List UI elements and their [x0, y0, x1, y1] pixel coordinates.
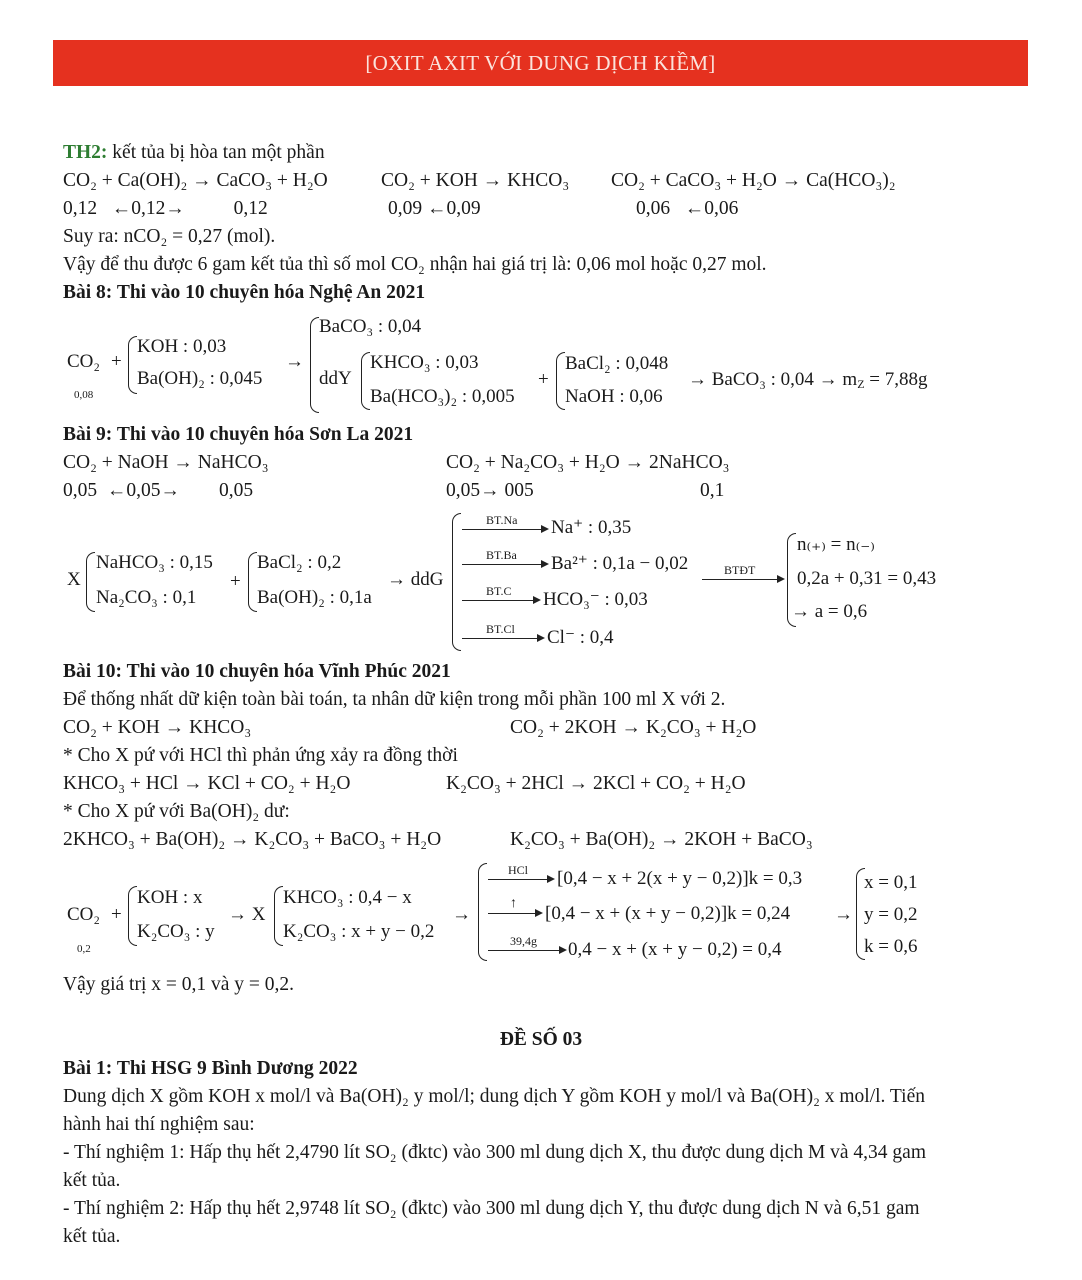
bai8-result-text: → BaCO₃ : 0,04 → m	[688, 369, 858, 390]
brace-bai10-1	[128, 886, 137, 946]
bai10-reaction-4: K₂CO₃ + 2HCl → 2KCl + CO₂ + H₂O	[446, 773, 746, 794]
arrow-line	[462, 638, 538, 639]
bai10-label-mass: 39,4g	[510, 934, 537, 948]
bai10-k2co3: K₂CO₃ : y	[137, 921, 215, 942]
bai10-reaction-2: CO₂ + 2KOH → K₂CO₃ + H₂O	[510, 717, 757, 738]
bai8-koh: KOH : 0,03	[137, 336, 227, 357]
bai9-moles-1: 0,05 ←0,05→ 0,05	[63, 480, 254, 501]
arrow-head	[547, 875, 555, 883]
bai9-plus: +	[230, 571, 241, 592]
arrow-head	[777, 575, 785, 583]
brace-bai10-3	[478, 863, 487, 961]
bai9-cl: Cl⁻ : 0,4	[547, 627, 614, 648]
page-header-banner	[53, 40, 1028, 86]
bai10-reaction-5: 2KHCO₃ + Ba(OH)₂ → K₂CO₃ + BaCO₃ + H₂O	[63, 829, 442, 850]
bai9-ba: Ba²⁺ : 0,1a − 0,02	[551, 553, 689, 574]
th2-moles-2: 0,09 ←0,09	[388, 198, 481, 219]
arrow-head	[541, 525, 549, 533]
bai9-label-btba: BT.Ba	[486, 548, 517, 562]
bai9-na: Na⁺ : 0,35	[551, 517, 632, 538]
bai8-baoh2: Ba(OH)₂ : 0,045	[137, 368, 263, 389]
header-title: [OXIT AXIT VỚI DUNG DỊCH KIỀM]	[365, 51, 716, 75]
bai10-label-up: ↑	[510, 896, 517, 911]
bai9-moles-2a: 0,05→ 005	[446, 480, 534, 501]
brace-bai8-1	[128, 336, 137, 394]
bai8-khco3: KHCO₃ : 0,03	[370, 352, 479, 373]
bai9-reaction-2: CO₂ + Na₂CO₃ + H₂O → 2NaHCO₃	[446, 452, 730, 473]
arrow-line	[462, 600, 534, 601]
arrow-line	[462, 529, 542, 530]
bai9-e2: 0,2a + 0,31 = 0,43	[797, 568, 937, 589]
arrow-head	[533, 596, 541, 604]
bai10-koh: KOH : x	[137, 887, 203, 908]
bai10-intro: Để thống nhất dữ kiện toàn bài toán, ta nhân dữ kiện trong mỗi phần 100 ml X với 2.	[63, 689, 726, 710]
th2-reaction-3: CO₂ + CaCO₃ + H₂O → Ca(HCO₃)₂	[611, 170, 896, 191]
bai8-plus-1: +	[111, 351, 122, 372]
bai8-bahco3: Ba(HCO₃)₂ : 0,005	[370, 386, 515, 407]
arrow-line	[488, 913, 536, 914]
bai8-plus-2: +	[538, 369, 549, 390]
bai10-khco3: KHCO₃ : 0,4 − x	[283, 887, 412, 908]
de03-p1b: hành hai thí nghiệm sau:	[63, 1114, 255, 1135]
bai9-na2co3: Na₂CO₃ : 0,1	[96, 587, 197, 608]
bai9-label-btc: BT.C	[486, 584, 512, 598]
bai9-label-btdt: BTĐT	[724, 563, 756, 577]
bai9-reaction-1: CO₂ + NaOH → NaHCO₃	[63, 452, 269, 473]
arrow-line	[488, 950, 560, 951]
arrow-line	[462, 564, 542, 565]
bai8-result	[688, 368, 928, 392]
bai8-co2: CO₂	[67, 351, 101, 372]
th2-conclusion: Vậy để thu được 6 gam kết tủa thì số mol CO₂ nhận hai giá trị là: 0,06 mol hoặc 0,27 mol.	[63, 254, 767, 275]
th2-heading	[63, 141, 325, 165]
de03-bai1-title: Bài 1: Thi HSG 9 Bình Dương 2022	[63, 1058, 358, 1079]
brace-bai8-2	[310, 317, 319, 413]
bai10-s3: k = 0,6	[864, 936, 918, 957]
bai8-result-value: = 7,88g	[864, 369, 928, 390]
bai8-ddy: ddY	[319, 368, 352, 389]
bai9-bacl2: BaCl₂ : 0,2	[257, 552, 342, 573]
bai9-e1: n₍₊₎ = n₍₋₎	[797, 534, 875, 555]
bai9-moles-2b: 0,1	[700, 480, 725, 501]
brace-bai9-1	[86, 552, 95, 612]
arrow-head	[559, 946, 567, 954]
de03-p1a: Dung dịch X gồm KOH x mol/l và Ba(OH)₂ y mol/l; dung dịch Y gồm KOH y mol/l và Ba(OH)₂ x mol/l. Tiến	[63, 1086, 925, 1107]
bai8-bacl2: BaCl₂ : 0,048	[565, 353, 669, 374]
bai9-x: X	[67, 569, 81, 590]
de03-p3a: - Thí nghiệm 2: Hấp thụ hết 2,9748 lít SO₂ (đktc) vào 300 ml dung dịch Y, thu được dung dịch N và 6,51 gam	[63, 1198, 920, 1219]
bai10-s1: x = 0,1	[864, 872, 918, 893]
bai10-plus: +	[111, 904, 122, 925]
th2-moles-3: 0,06 ←0,06	[636, 198, 739, 219]
bai10-arrow-1: →	[452, 904, 471, 925]
bai10-label-hcl: HCl	[508, 863, 529, 877]
bai10-tox: → X	[228, 904, 266, 925]
de03-p2b: kết tủa.	[63, 1170, 121, 1191]
bai9-title: Bài 9: Thi vào 10 chuyên hóa Sơn La 2021	[63, 424, 414, 445]
bai8-naoh: NaOH : 0,06	[565, 386, 663, 407]
de03-title: ĐỀ SỐ 03	[499, 1029, 583, 1050]
bai9-label-btna: BT.Na	[486, 513, 518, 527]
bai10-eq2: [0,4 − x + (x + y − 0,2)]k = 0,24	[545, 903, 791, 924]
th2-reaction-2: CO₂ + KOH → KHCO₃	[381, 170, 570, 191]
brace-bai10-2	[274, 886, 283, 946]
bai9-e3: → a = 0,6	[791, 601, 868, 622]
bai8-co2-mol: 0,08	[74, 389, 94, 401]
bai10-s2: y = 0,2	[864, 904, 918, 925]
bai10-note-2: * Cho X pứ với Ba(OH)₂ dư:	[63, 801, 290, 822]
arrow-line	[488, 879, 548, 880]
bai9-label-btcl: BT.Cl	[486, 622, 515, 636]
brace-bai9-2	[248, 552, 257, 612]
brace-bai9-3	[452, 513, 461, 651]
bai8-result-sub: Z	[857, 377, 865, 391]
brace-bai8-3	[361, 352, 370, 410]
th2-label: TH2:	[63, 142, 108, 163]
bai10-k2co3b: K₂CO₃ : x + y − 0,2	[283, 921, 435, 942]
bai10-arrow-2: →	[834, 904, 853, 925]
th2-suyra: Suy ra: nCO₂ = 0,27 (mol).	[63, 226, 276, 247]
de03-p3b: kết tủa.	[63, 1226, 121, 1247]
bai9-nahco3: NaHCO₃ : 0,15	[96, 552, 213, 573]
bai10-note-1: * Cho X pứ với HCl thì phản ứng xảy ra đồng thời	[63, 745, 458, 766]
bai9-baoh2: Ba(OH)₂ : 0,1a	[257, 587, 372, 608]
arrow-head	[537, 634, 545, 642]
bai10-reaction-6: K₂CO₃ + Ba(OH)₂ → 2KOH + BaCO₃	[510, 829, 813, 850]
arrow-head	[541, 560, 549, 568]
de03-p2a: - Thí nghiệm 1: Hấp thụ hết 2,4790 lít SO₂ (đktc) vào 300 ml dung dịch X, thu được dung dịch M và 4,34 gam	[63, 1142, 927, 1163]
bai8-arrow-1: →	[285, 351, 304, 372]
th2-moles-1: 0,12 ←0,12→ 0,12	[63, 198, 268, 219]
th2-reaction-1: CO₂ + Ca(OH)₂ → CaCO₃ + H₂O	[63, 170, 328, 191]
bai10-conclusion: Vậy giá trị x = 0,1 và y = 0,2.	[63, 974, 295, 995]
th2-text: kết tủa bị hòa tan một phần	[107, 142, 325, 163]
arrow-head	[535, 909, 543, 917]
bai8-title: Bài 8: Thi vào 10 chuyên hóa Nghệ An 2021	[63, 282, 426, 303]
bai10-eq1: [0,4 − x + 2(x + y − 0,2)]k = 0,3	[557, 868, 803, 889]
bai9-hco3: HCO₃⁻ : 0,03	[543, 589, 648, 610]
bai10-co2-mol: 0,2	[77, 943, 91, 955]
arrow-line	[702, 579, 778, 580]
bai8-baco3: BaCO₃ : 0,04	[319, 316, 422, 337]
bai10-co2: CO₂	[67, 904, 101, 925]
bai10-reaction-3: KHCO₃ + HCl → KCl + CO₂ + H₂O	[63, 773, 351, 794]
brace-bai8-4	[556, 352, 565, 410]
bai10-eq3: 0,4 − x + (x + y − 0,2) = 0,4	[568, 939, 782, 960]
bai10-title: Bài 10: Thi vào 10 chuyên hóa Vĩnh Phúc 2021	[63, 661, 451, 682]
bai10-reaction-1: CO₂ + KOH → KHCO₃	[63, 717, 252, 738]
bai9-ddg: → ddG	[387, 569, 444, 590]
